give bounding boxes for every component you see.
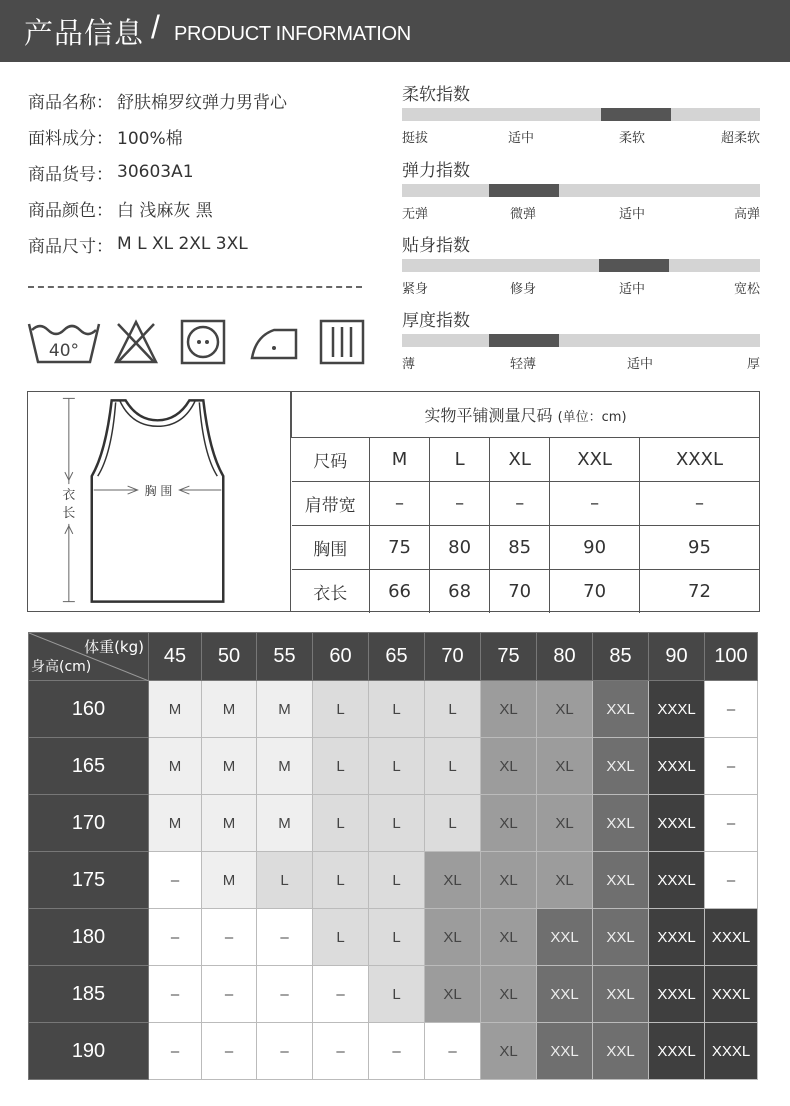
size-cell: – xyxy=(313,1023,369,1080)
info-label: 商品名称： xyxy=(28,92,113,113)
size-cell: XL xyxy=(481,795,537,852)
size-cell: XXL xyxy=(593,852,649,909)
size-cell: XXXL xyxy=(705,1023,758,1080)
size-cell: L xyxy=(369,852,425,909)
size-cell: M xyxy=(202,852,257,909)
info-value: 舒肤棉罗纹弹力男背心 xyxy=(117,92,287,113)
height-axis-label: 身高(cm) xyxy=(31,659,92,675)
size-cell: XL xyxy=(481,852,537,909)
info-value: 30603A1 xyxy=(117,162,194,182)
info-value: M L XL 2XL 3XL xyxy=(117,234,248,254)
size-cell: XL xyxy=(481,681,537,738)
size-cell: XXXL xyxy=(649,966,705,1023)
size-cell: – xyxy=(149,909,202,966)
size-cell: L xyxy=(425,681,481,738)
index-label: 紧身 xyxy=(402,282,429,297)
index-track xyxy=(402,334,760,347)
index-title: 柔软指数 xyxy=(402,85,470,105)
height-row-header: 160 xyxy=(29,681,149,738)
line-dry-icon xyxy=(319,318,365,366)
length-label-char: 衣 xyxy=(62,488,76,504)
weight-col-header: 50 xyxy=(202,633,257,681)
chest-label: 胸 围 xyxy=(144,484,173,499)
size-cell: – xyxy=(257,909,313,966)
size-cell: – xyxy=(149,966,202,1023)
size-row-label: 尺码 xyxy=(292,437,370,481)
size-recommendation-grid xyxy=(28,632,758,1080)
index-marker xyxy=(489,184,559,197)
size-cell: – xyxy=(202,1023,257,1080)
info-row-fabric xyxy=(28,118,287,154)
no-bleach-icon xyxy=(112,318,160,366)
measurement-table-box xyxy=(27,391,760,612)
weight-col-header: 55 xyxy=(257,633,313,681)
size-cell: XXL xyxy=(593,966,649,1023)
size-cell: M xyxy=(149,795,202,852)
grid-row xyxy=(29,909,758,966)
measurement-cell: 66 xyxy=(370,569,430,613)
measurement-cell: 95 xyxy=(639,525,759,569)
measurement-title-text: 实物平铺测量尺码 xyxy=(424,405,553,425)
size-cell: – xyxy=(705,738,758,795)
index-track xyxy=(402,184,760,197)
grid-row xyxy=(29,681,758,738)
wash-temp-label: 40° xyxy=(48,341,80,361)
info-row-color xyxy=(28,190,287,226)
size-cell: XXXL xyxy=(705,966,758,1023)
softness-index xyxy=(402,80,760,146)
measurement-unit: (单位：cm) xyxy=(557,409,627,425)
size-cell: – xyxy=(202,966,257,1023)
index-label: 超柔软 xyxy=(720,131,760,146)
info-label: 商品颜色： xyxy=(28,200,113,221)
index-label: 适中 xyxy=(619,207,646,222)
weight-col-header: 80 xyxy=(537,633,593,681)
size-cell: XL xyxy=(537,795,593,852)
weight-col-header: 100 xyxy=(705,633,758,681)
size-cell: L xyxy=(313,795,369,852)
size-cell: L xyxy=(369,795,425,852)
grid-row xyxy=(29,966,758,1023)
measurement-row xyxy=(292,481,760,525)
measurement-cell: 80 xyxy=(430,525,490,569)
index-label: 厚 xyxy=(746,357,760,372)
size-cell: M xyxy=(257,738,313,795)
grid-row xyxy=(29,852,758,909)
index-label: 薄 xyxy=(402,357,416,372)
size-cell: L xyxy=(425,738,481,795)
info-label: 商品尺寸： xyxy=(28,236,113,257)
measurement-row xyxy=(292,569,760,613)
fit-index xyxy=(402,231,760,297)
size-cell: – xyxy=(705,795,758,852)
info-value: 白 浅麻灰 黑 xyxy=(117,200,213,221)
size-cell: XL xyxy=(481,1023,537,1080)
size-cell: M xyxy=(257,681,313,738)
size-cell: M xyxy=(149,681,202,738)
index-label: 修身 xyxy=(510,282,537,297)
size-cell: XXXL xyxy=(649,795,705,852)
index-label: 高弹 xyxy=(733,207,760,222)
size-cell: L xyxy=(369,966,425,1023)
index-title: 弹力指数 xyxy=(402,161,470,181)
index-label: 适中 xyxy=(619,282,646,297)
measurement-cell: 85 xyxy=(490,525,550,569)
weight-col-header: 90 xyxy=(649,633,705,681)
length-label-char: 长 xyxy=(62,505,76,521)
elasticity-index xyxy=(402,156,760,222)
header-separator: / xyxy=(151,9,160,45)
size-cell: M xyxy=(202,795,257,852)
grid-row xyxy=(29,1023,758,1080)
weight-col-header: 75 xyxy=(481,633,537,681)
info-row-sku xyxy=(28,154,287,190)
size-cell: L xyxy=(313,738,369,795)
size-cell: – xyxy=(425,1023,481,1080)
product-info-list xyxy=(28,82,287,262)
size-col-header: XXXL xyxy=(639,437,759,481)
measurement-cell: – xyxy=(490,481,550,525)
measurement-cell: – xyxy=(370,481,430,525)
size-cell: L xyxy=(313,909,369,966)
size-cell: – xyxy=(313,966,369,1023)
measurement-cell: 68 xyxy=(430,569,490,613)
measurement-cell: – xyxy=(430,481,490,525)
grid-row xyxy=(29,795,758,852)
size-cell: – xyxy=(257,966,313,1023)
measurement-cell: – xyxy=(550,481,640,525)
index-track xyxy=(402,259,760,272)
index-title: 厚度指数 xyxy=(402,311,470,331)
size-cell: XL xyxy=(425,966,481,1023)
size-cell: XL xyxy=(425,909,481,966)
size-cell: L xyxy=(313,852,369,909)
measurement-cell: 90 xyxy=(550,525,640,569)
iron-icon xyxy=(248,318,300,366)
size-cell: L xyxy=(425,795,481,852)
info-label: 面料成分： xyxy=(28,128,113,149)
thickness-index xyxy=(402,306,760,372)
grid-corner-cell xyxy=(29,633,149,681)
size-cell: – xyxy=(705,681,758,738)
size-cell: M xyxy=(149,738,202,795)
measurement-table xyxy=(291,392,759,613)
size-cell: XXL xyxy=(593,1023,649,1080)
size-cell: XXXL xyxy=(649,1023,705,1080)
measurement-title xyxy=(292,392,760,437)
index-label: 微弹 xyxy=(510,207,537,222)
dashed-divider xyxy=(28,286,362,288)
index-label: 宽松 xyxy=(733,282,760,297)
measurement-cell: 72 xyxy=(639,569,759,613)
size-cell: L xyxy=(369,681,425,738)
size-cell: XXXL xyxy=(705,909,758,966)
index-label: 适中 xyxy=(508,131,535,146)
size-cell: M xyxy=(257,795,313,852)
header-title-zh: 产品信息 xyxy=(24,16,145,50)
size-cell: XL xyxy=(537,738,593,795)
index-label: 挺拔 xyxy=(402,131,429,146)
size-cell: XXL xyxy=(537,1023,593,1080)
index-track xyxy=(402,108,760,121)
index-label: 轻薄 xyxy=(510,357,537,372)
size-cell: XXL xyxy=(537,966,593,1023)
size-cell: XXXL xyxy=(649,738,705,795)
measurement-row xyxy=(292,525,760,569)
height-row-header: 180 xyxy=(29,909,149,966)
size-cell: XXL xyxy=(593,681,649,738)
measurement-title-row xyxy=(292,392,760,437)
index-label: 无弹 xyxy=(402,207,429,222)
size-cell: L xyxy=(257,852,313,909)
weight-col-header: 60 xyxy=(313,633,369,681)
height-row-header: 165 xyxy=(29,738,149,795)
header-title-en: PRODUCT INFORMATION xyxy=(174,23,411,45)
size-cell: – xyxy=(149,1023,202,1080)
size-col-header: L xyxy=(430,437,490,481)
size-cell: – xyxy=(369,1023,425,1080)
size-col-header: XXL xyxy=(550,437,640,481)
measurement-size-row xyxy=(292,437,760,481)
tumble-dry-icon xyxy=(180,318,226,366)
info-row-name xyxy=(28,82,287,118)
tank-top-diagram xyxy=(28,392,291,611)
index-label: 柔软 xyxy=(619,131,646,146)
size-cell: L xyxy=(313,681,369,738)
size-cell: M xyxy=(202,681,257,738)
measurement-cell: 70 xyxy=(550,569,640,613)
height-row-header: 170 xyxy=(29,795,149,852)
size-cell: XXXL xyxy=(649,681,705,738)
size-cell: XXXL xyxy=(649,852,705,909)
wash-40-icon xyxy=(26,318,102,366)
size-cell: – xyxy=(202,909,257,966)
measurement-cell: 70 xyxy=(490,569,550,613)
index-label: 适中 xyxy=(627,357,654,372)
info-label: 商品货号： xyxy=(28,164,113,185)
size-col-header: M xyxy=(370,437,430,481)
weight-col-header: 70 xyxy=(425,633,481,681)
grid-row xyxy=(29,738,758,795)
index-title: 贴身指数 xyxy=(402,236,470,256)
size-cell: XL xyxy=(481,738,537,795)
size-cell: XL xyxy=(425,852,481,909)
info-row-size xyxy=(28,226,287,262)
size-cell: XXL xyxy=(537,909,593,966)
measurement-row-label: 肩带宽 xyxy=(292,481,370,525)
size-cell: – xyxy=(257,1023,313,1080)
size-cell: XXL xyxy=(593,909,649,966)
height-row-header: 185 xyxy=(29,966,149,1023)
index-marker xyxy=(599,259,669,272)
size-cell: XXXL xyxy=(649,909,705,966)
size-cell: XL xyxy=(481,966,537,1023)
size-cell: XL xyxy=(537,681,593,738)
size-cell: – xyxy=(149,852,202,909)
measurement-cell: 75 xyxy=(370,525,430,569)
weight-axis-label: 体重(kg) xyxy=(84,638,144,656)
size-cell: L xyxy=(369,909,425,966)
measurement-cell: – xyxy=(639,481,759,525)
size-cell: XL xyxy=(537,852,593,909)
size-cell: XXL xyxy=(593,795,649,852)
size-cell: M xyxy=(202,738,257,795)
height-row-header: 175 xyxy=(29,852,149,909)
grid-header-row xyxy=(29,633,758,681)
height-row-header: 190 xyxy=(29,1023,149,1080)
index-marker xyxy=(489,334,559,347)
weight-col-header: 65 xyxy=(369,633,425,681)
size-cell: L xyxy=(369,738,425,795)
size-cell: XXL xyxy=(593,738,649,795)
measurement-row-label: 衣长 xyxy=(292,569,370,613)
weight-col-header: 45 xyxy=(149,633,202,681)
section-header xyxy=(0,0,790,62)
size-cell: XL xyxy=(481,909,537,966)
size-col-header: XL xyxy=(490,437,550,481)
weight-col-header: 85 xyxy=(593,633,649,681)
measurement-row-label: 胸围 xyxy=(292,525,370,569)
index-marker xyxy=(601,108,671,121)
info-value: 100%棉 xyxy=(117,128,183,149)
size-cell: – xyxy=(705,852,758,909)
